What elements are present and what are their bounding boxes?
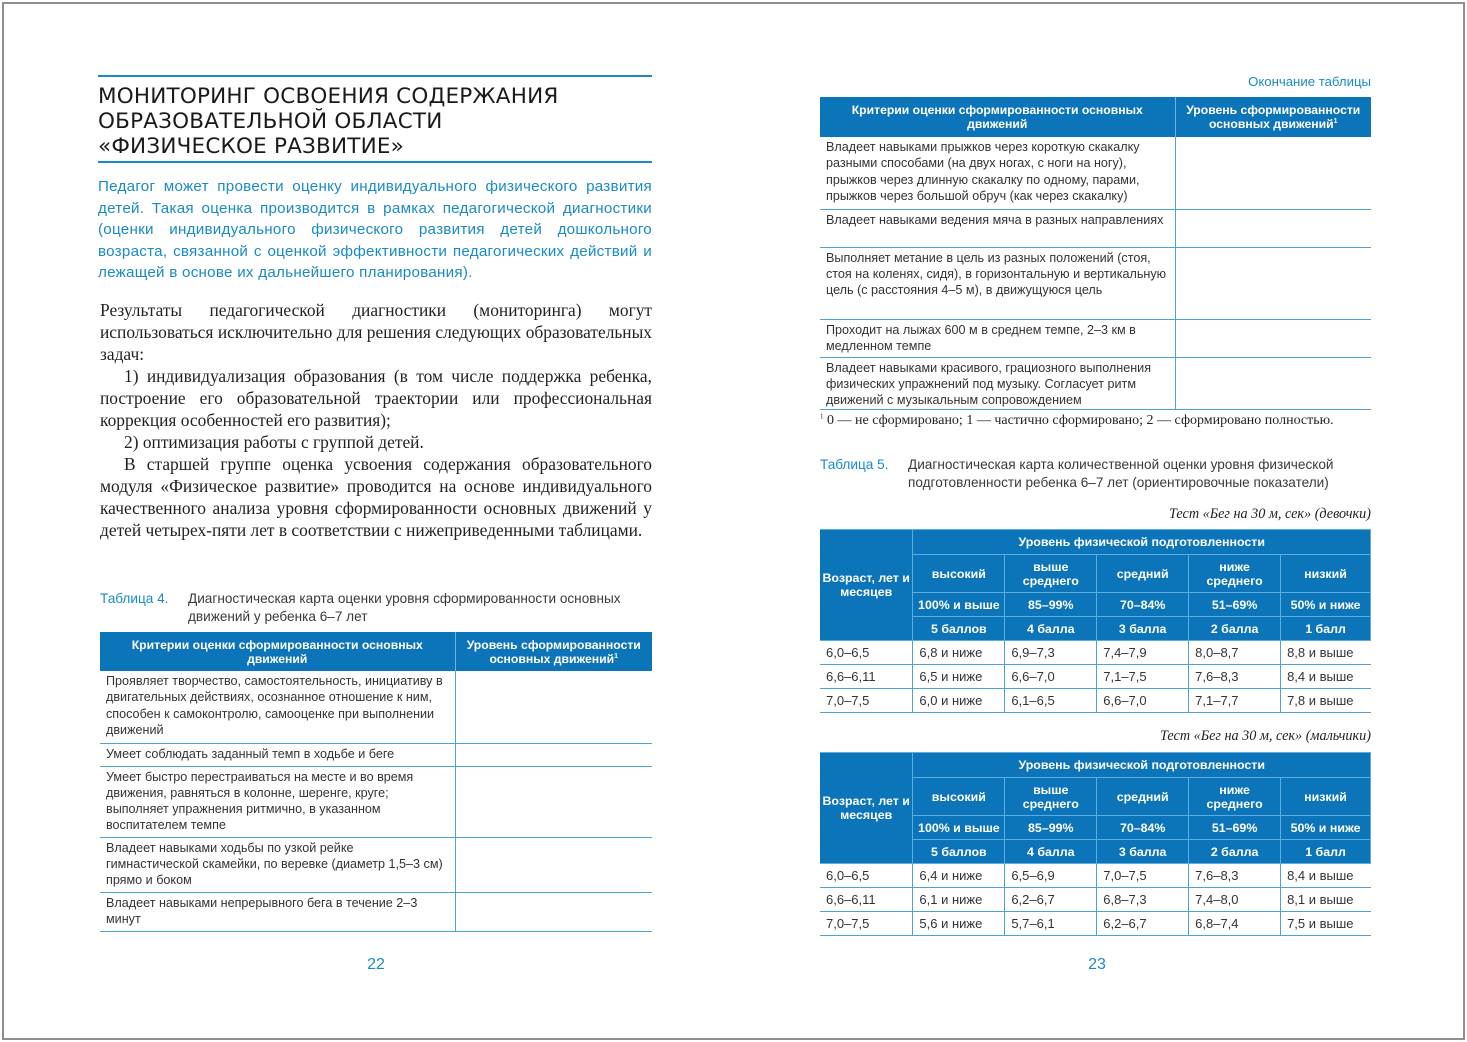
table-row [820,209,1371,247]
level-header: ниже среднего [1189,555,1281,593]
criteria-cell: Владеет навыками ходьбы по узкой рейке гимнастической скамейки, по веревке (диаметр 1,5–3 см) прямо и боком [100,837,455,892]
value-cell: 5,6 и ниже [913,912,1005,936]
table-row [100,743,652,766]
level-header: средний [1097,778,1189,816]
table-row [820,641,1371,665]
value-cell: 8,4 и выше [1281,665,1371,689]
header-level: Уровень сформированности основных движений$^1$ [1175,97,1371,137]
table-row [820,689,1371,713]
percent-header: 70–84% [1097,816,1189,840]
level-header: низкий [1281,555,1371,593]
value-cell: 6,5 и ниже [913,665,1005,689]
criteria-cell: Владеет навыками прыжков через короткую скакалку разными способами (на двух ногах, с ноги на ногу), прыжков через длинную скакалку по одному, парами, прыжков через большой обруч (как через скакалку) [820,137,1175,209]
value-cell: 8,0–8,7 [1189,641,1281,665]
value-cell: 7,1–7,7 [1189,689,1281,713]
table-row [820,888,1371,912]
continuation-label: Окончание таблицы [1248,74,1371,89]
percent-header: 70–84% [1097,593,1189,617]
value-cell: 7,4–7,9 [1097,641,1189,665]
level-cell[interactable] [455,743,652,766]
value-cell: 6,4 и ниже [913,864,1005,888]
level-header: низкий [1281,778,1371,816]
level-cell[interactable] [1175,319,1371,357]
points-header: 1 балл [1281,617,1371,641]
table4-caption [100,590,652,626]
list-item: 1) индивидуализация образования (в том числе поддержка ребенка, построение его образовательной траектории или профессиональная коррекция особенностей его развития); [100,366,652,430]
table-caption-text: Диагностическая карта количественной оценки уровня физической подготовленности ребенка 6–7 лет (ориентировочные показатели) [908,457,1334,490]
table5-boys [820,752,1371,936]
value-cell: 8,1 и выше [1281,888,1371,912]
level-header: средний [1097,555,1189,593]
table-row [820,137,1371,209]
value-cell: 6,8–7,4 [1189,912,1281,936]
table-row [820,319,1371,357]
footnote-marker: 1 [820,412,824,421]
percent-header: 50% и ниже [1281,593,1371,617]
value-cell: 6,5–6,9 [1005,864,1097,888]
table-row [820,665,1371,689]
level-cell[interactable] [455,671,652,743]
value-cell: 5,7–6,1 [1005,912,1097,936]
table-row [100,892,652,931]
percent-header: 85–99% [1005,593,1097,617]
percent-header: 50% и ниже [1281,816,1371,840]
value-cell: 7,4–8,0 [1189,888,1281,912]
value-cell: 8,4 и выше [1281,864,1371,888]
level-header: высокий [913,555,1005,593]
level-header: ниже среднего [1189,778,1281,816]
table-row [100,766,652,837]
value-cell: 6,6–7,0 [1097,689,1189,713]
level-cell[interactable] [455,766,652,837]
level-cell[interactable] [1175,137,1371,209]
header-criteria: Критерии оценки сформированности основных движений [100,632,455,671]
list-item: 2) оптимизация работы с группой детей. [124,432,424,452]
criteria-cell: Выполняет метание в цель из разных положений (стоя, стоя на коленях, сидя), в горизонтальную и вертикальную цель (с расстояния 4–5 м), в движущуюся цель [820,247,1175,319]
level-cell[interactable] [1175,357,1371,410]
title-bottom-rule [98,161,652,163]
value-cell: 6,9–7,3 [1005,641,1097,665]
level-cell[interactable] [455,892,652,931]
page-number: 23 [1088,956,1106,973]
table-number: Таблица 5. [820,457,889,472]
age-cell: 7,0–7,5 [820,912,913,936]
table-number: Таблица 4. [100,591,169,606]
paragraph: В старшей группе оценка усвоения содержания образовательного модуля «Физическое развитие» проводится на основе индивидуального качественного анализа уровня сформированности основных движений у детей четырех-пяти лет в соответствии с нижеприведенными таблицами. [100,454,652,540]
criteria-cell: Владеет навыками непрерывного бега в течение 2–3 минут [100,892,455,931]
points-header: 5 баллов [913,617,1005,641]
points-header: 2 балла [1189,840,1281,864]
value-cell: 6,8–7,3 [1097,888,1189,912]
level-header: выше среднего [1005,555,1097,593]
value-cell: 7,8 и выше [1281,689,1371,713]
percent-header: 51–69% [1189,593,1281,617]
age-cell: 6,6–6,11 [820,888,913,912]
age-cell: 7,0–7,5 [820,689,913,713]
footnote-text: 0 — не сформировано; 1 — частично сформировано; 2 — сформировано полностью. [823,413,1334,428]
page-title [98,84,652,159]
value-cell: 6,6–7,0 [1005,665,1097,689]
boys-test-label: Тест «Бег на 30 м, сек» (мальчики) [1160,728,1371,744]
level-cell[interactable] [1175,209,1371,247]
lead-paragraph: Педагог может провести оценку индивидуального физического развития детей. Такая оценка производится в рамках педагогической диагностики (оценки индивидуального физического развития детей дошкольного возраста, связанной с оценкой эффективности педагогических действий и лежащей в основе их дальнейшего планирования). [98,178,652,282]
table-row [100,671,652,743]
table-row [820,864,1371,888]
value-cell: 7,6–8,3 [1189,665,1281,689]
footnote [820,413,1371,429]
points-header: 4 балла [1005,840,1097,864]
page-number: 22 [367,956,385,973]
criteria-cell: Владеет навыками ведения мяча в разных направлениях [820,209,1175,247]
criteria-cell: Умеет соблюдать заданный темп в ходьбе и беге [100,743,455,766]
table-row [820,357,1371,410]
percent-header: 51–69% [1189,816,1281,840]
title-line: «ФИЗИЧЕСКОЕ РАЗВИТИЕ» [98,134,404,159]
value-cell: 7,1–7,5 [1097,665,1189,689]
points-header: 2 балла [1189,617,1281,641]
level-cell[interactable] [455,837,652,892]
table4 [100,632,652,932]
points-header: 4 балла [1005,617,1097,641]
points-header: 3 балла [1097,617,1189,641]
title-line: ОБРАЗОВАТЕЛЬНОЙ ОБЛАСТИ [98,109,443,134]
level-cell[interactable] [1175,247,1371,319]
table5-caption [820,456,1371,492]
value-cell: 7,0–7,5 [1097,864,1189,888]
table-row [820,912,1371,936]
table4-continued [820,97,1371,410]
title-top-rule [98,75,652,77]
value-cell: 6,1–6,5 [1005,689,1097,713]
value-cell: 6,1 и ниже [913,888,1005,912]
criteria-cell: Владеет навыками красивого, грациозного выполнения физических упражнений под музыку. Согласует ритм движений с музыкальным сопровождением [820,357,1175,410]
points-header: 3 балла [1097,840,1189,864]
girls-test-label: Тест «Бег на 30 м, сек» (девочки) [1169,506,1371,522]
value-cell: 6,8 и ниже [913,641,1005,665]
age-header: Возраст, лет и месяцев [820,753,913,864]
table-caption-text: Диагностическая карта оценки уровня сформированности основных движений у ребенка 6–7 лет [188,591,621,624]
value-cell: 8,8 и выше [1281,641,1371,665]
age-cell: 6,6–6,11 [820,665,913,689]
group-header: Уровень физической подготовленности [913,530,1371,555]
body-text [100,299,652,541]
criteria-cell: Умеет быстро перестраиваться на месте и во время движения, равняться в колонне, шеренге, круге; выполняет упражнения ритмично, в указанном воспитателем темпе [100,766,455,837]
points-header: 5 баллов [913,840,1005,864]
criteria-cell: Проходит на лыжах 600 м в среднем темпе, 2–3 км в медленном темпе [820,319,1175,357]
percent-header: 100% и выше [913,816,1005,840]
age-cell: 6,0–6,5 [820,864,913,888]
header-criteria: Критерии оценки сформированности основных движений [820,97,1175,137]
level-header: выше среднего [1005,778,1097,816]
value-cell: 6,2–6,7 [1097,912,1189,936]
points-header: 1 балл [1281,840,1371,864]
criteria-cell: Проявляет творчество, самостоятельность, инициативу в двигательных действиях, осознанное отношение к ним, способен к самоконтролю, самооценке при выполнении движений [100,671,455,743]
level-header: высокий [913,778,1005,816]
value-cell: 7,5 и выше [1281,912,1371,936]
percent-header: 100% и выше [913,593,1005,617]
table-row [820,247,1371,319]
percent-header: 85–99% [1005,816,1097,840]
group-header: Уровень физической подготовленности [913,753,1371,778]
title-line: МОНИТОРИНГ ОСВОЕНИЯ СОДЕРЖАНИЯ [98,84,559,109]
age-header: Возраст, лет и месяцев [820,530,913,641]
paragraph: Результаты педагогической диагностики (мониторинга) могут использоваться исключительно для решения следующих образовательных задач: [100,300,652,364]
table-row [100,837,652,892]
value-cell: 6,2–6,7 [1005,888,1097,912]
value-cell: 7,6–8,3 [1189,864,1281,888]
table5-girls [820,529,1371,713]
value-cell: 6,0 и ниже [913,689,1005,713]
header-level: Уровень сформированности основных движений$^1$ [455,632,652,671]
age-cell: 6,0–6,5 [820,641,913,665]
